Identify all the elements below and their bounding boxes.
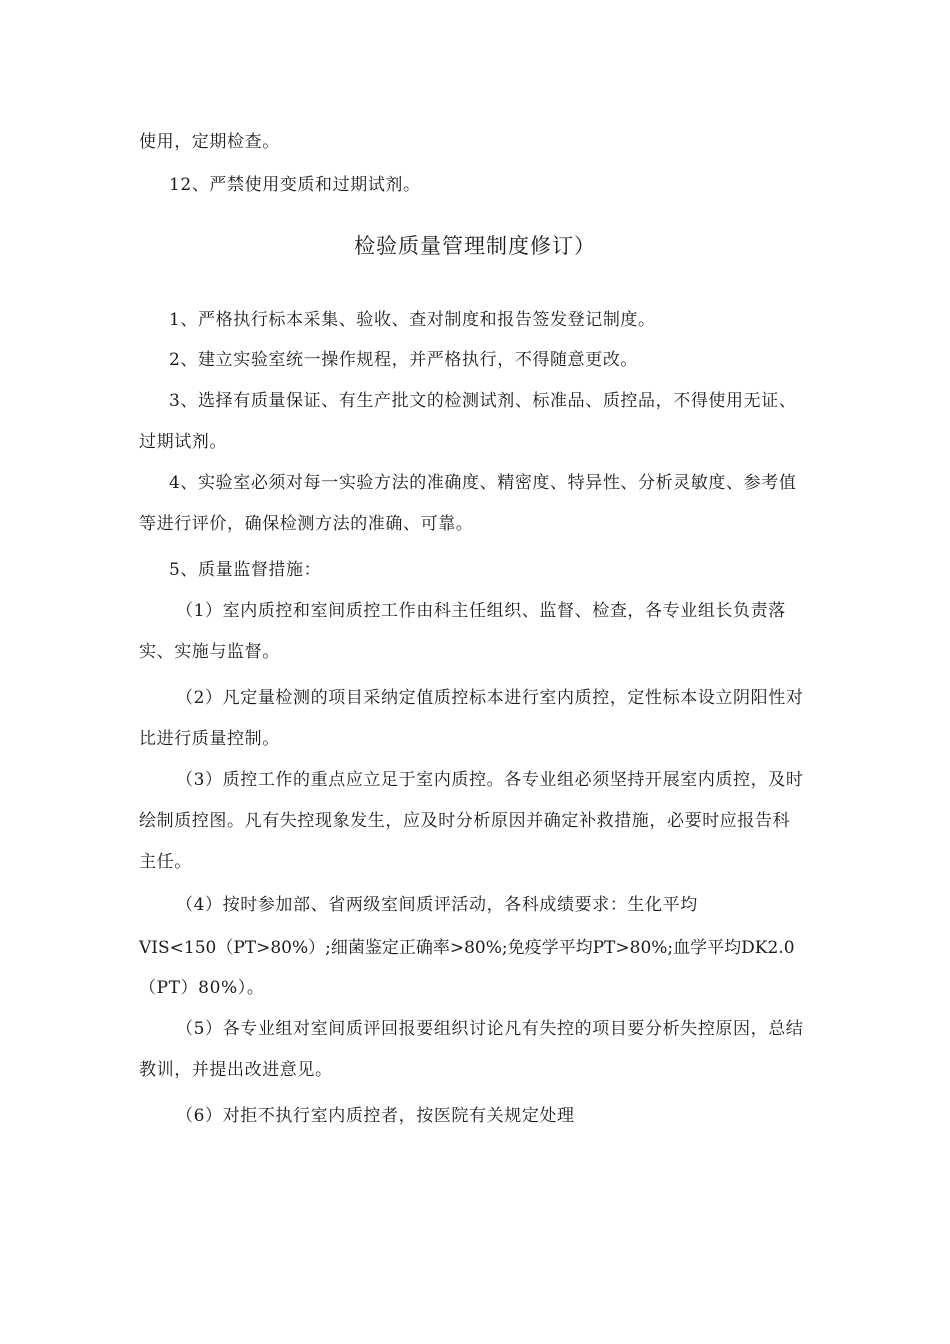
item-12: 12、严禁使用变质和过期试剂。 — [169, 175, 421, 195]
subitem-5-line-1: （5）各专业组对室间质评回报要组织讨论凡有失控的项目要分析失控原因，总结 — [176, 1019, 804, 1039]
subitem-1-line-2: 实、实施与监督。 — [139, 642, 280, 662]
carryover-line: 使用，定期检查。 — [139, 132, 280, 152]
subitem-2-line-2: 比进行质量控制。 — [139, 729, 280, 749]
subitem-3-line-1: （3）质控工作的重点应立足于室内质控。各专业组必须坚持开展室内质控，及时 — [176, 770, 804, 790]
item-4-line-2: 等进行评价，确保检测方法的准确、可靠。 — [139, 514, 474, 534]
item-3-line-2: 过期试剂。 — [139, 432, 227, 452]
subitem-3-line-2: 绘制质控图。凡有失控现象发生，应及时分析原因并确定补救措施，必要时应报告科 — [139, 811, 791, 831]
subitem-5-line-2: 教训，并提出改进意见。 — [139, 1060, 333, 1080]
item-1-line-1: 1、严格执行标本采集、验收、查对制度和报告签发登记制度。 — [169, 310, 656, 330]
item-2-line-1: 2、建立实验室统一操作规程，并严格执行，不得随意更改。 — [169, 350, 639, 370]
subitem-2-line-1: （2）凡定量检测的项目采纳定值质控标本进行室内质控，定性标本设立阴阳性对 — [176, 688, 804, 708]
subitem-4-line-1: （4）按时参加部、省两级室间质评活动，各科成绩要求：生化平均 — [176, 895, 698, 915]
subitem-4-line-2: VIS<150（PT>80%）;细菌鉴定正确率>80%;免疫学平均PT>80%;血学平均DK2.0 — [139, 938, 795, 958]
subitem-1-line-1: （1）室内质控和室间质控工作由科主任组织、监督、检查，各专业组长负责落 — [176, 601, 786, 621]
item-3-line-1: 3、选择有质量保证、有生产批文的检测试剂、标准品、质控品，不得使用无证、 — [169, 391, 797, 411]
document-title: 检验质量管理制度修订） — [354, 234, 596, 258]
subitem-3-line-3: 主任。 — [139, 852, 192, 872]
item-4-line-1: 4、实验室必须对每一实验方法的准确度、精密度、特异性、分析灵敏度、参考值 — [169, 473, 797, 493]
item-5-line-1: 5、质量监督措施： — [169, 560, 322, 580]
subitem-4-line-3: （PT）80%）。 — [139, 978, 265, 998]
subitem-6-line-1: （6）对拒不执行室内质控者，按医院有关规定处理 — [176, 1106, 575, 1126]
